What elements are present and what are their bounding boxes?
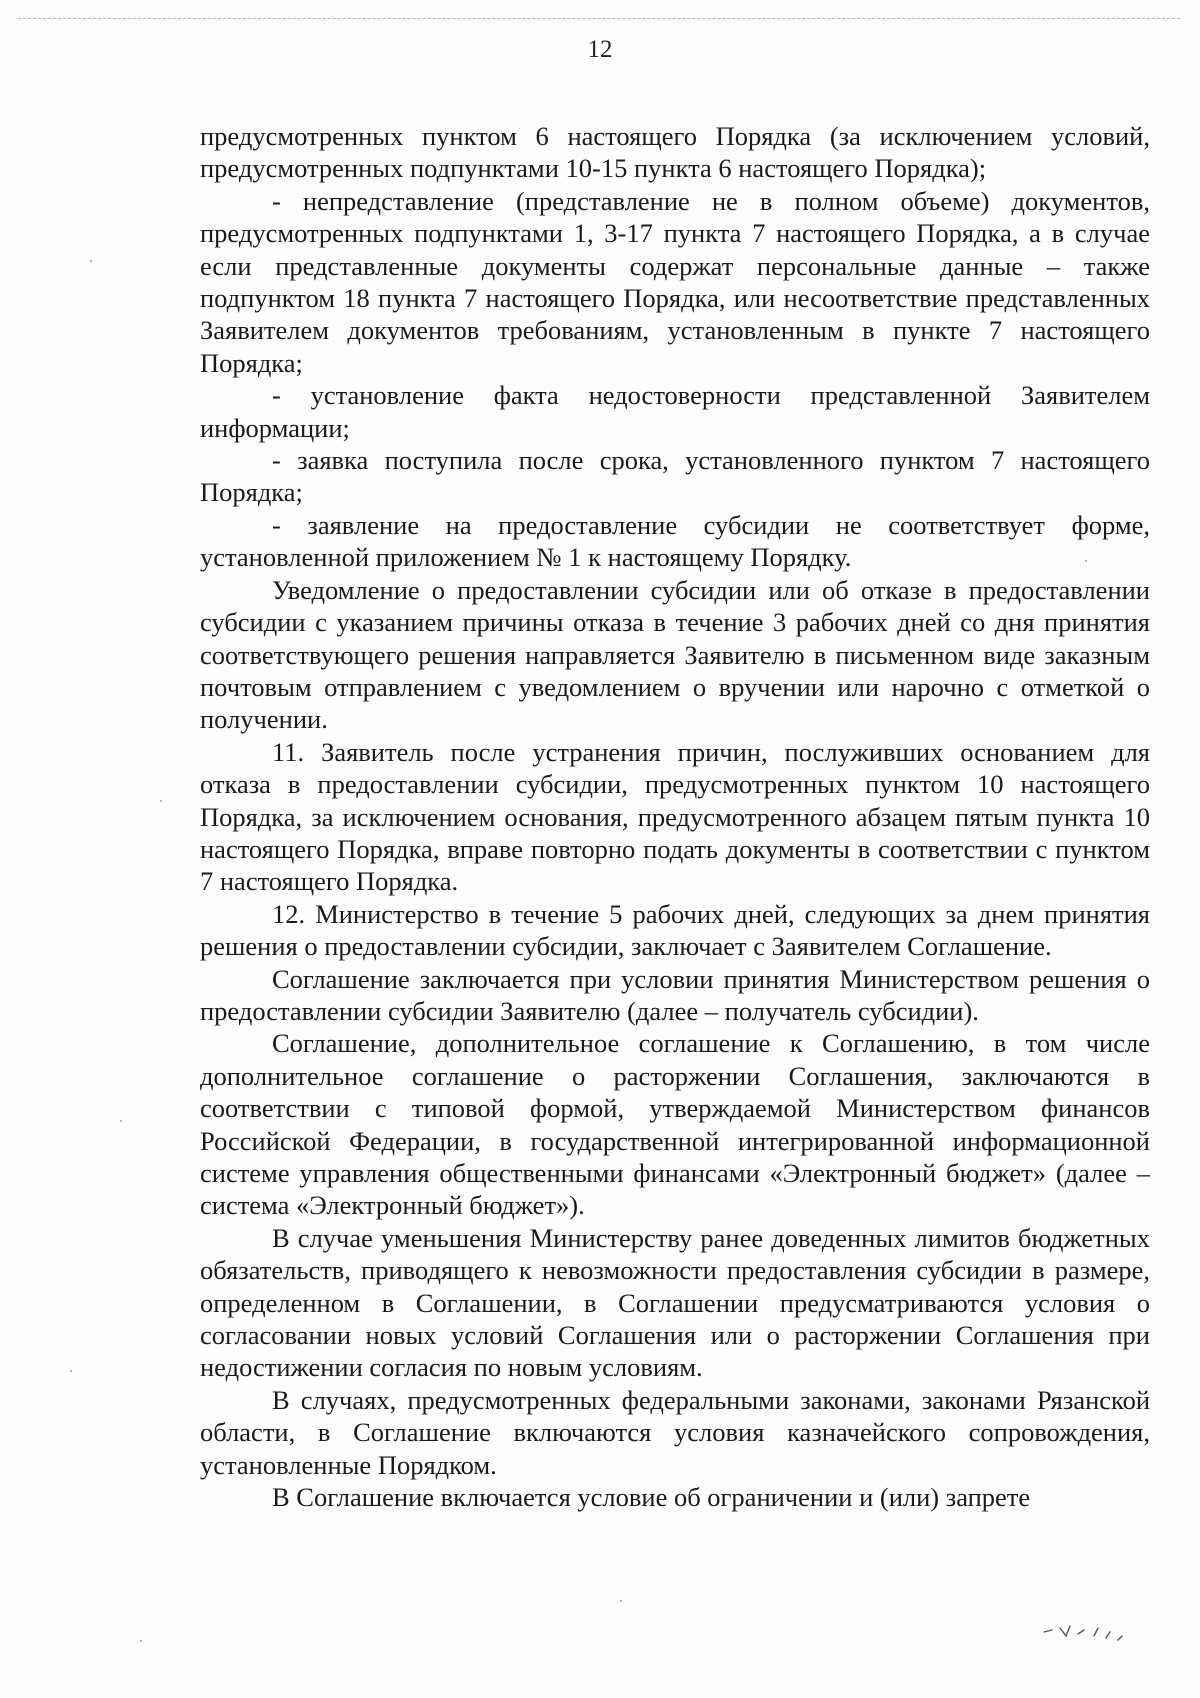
paragraph-notification: Уведомление о предоставлении субсидии или об отказе в предоставлении субсидии с указанием причины отказа в течение 3 рабочих дней со дня принятия соответствующего решения направляется Заявителю в письменном виде заказным почтовым отправлением с уведомлением о вручении или нарочно с отметкой о получении.: [200, 574, 1150, 735]
scan-speck: [70, 1370, 72, 1372]
page-number: 12: [587, 36, 613, 63]
document-body: [200, 120, 1150, 1513]
paragraph-restriction-condition: В Соглашение включается условие об ограничении и (или) запрете: [272, 1482, 1031, 1513]
paragraph-refusal-form-mismatch: - заявление на предоставление субсидии не соответствует форме, установленной приложением № 1 к настоящему Порядку.: [200, 509, 1150, 573]
paragraph-limits-reduction: В случае уменьшения Министерству ранее доведенных лимитов бюджетных обязательств, приводящего к невозможности предоставления субсидии в размере, определенном в Соглашении, в Соглашении предусматриваются условия о согласовании новых условий Соглашения или о расторжении Соглашения при недостижении согласия по новым условиям.: [200, 1222, 1150, 1383]
scan-speck: [140, 1640, 142, 1642]
scan-speck: [1085, 560, 1087, 562]
paragraph-agreement-form: Соглашение, дополнительное соглашение к Соглашению, в том числе дополнительное соглашение о расторжении Соглашения, заключаются в соответствии с типовой формой, утверждаемой Министерством финансов Российской Федерации, в государственной интегрированной информационной системе управления общественными финансами «Электронный бюджет» (далее – система «Электронный бюджет»).: [200, 1028, 1150, 1221]
paragraph-treasury-support: В случаях, предусмотренных федеральными законами, законами Рязанской области, в Соглашение включаются условия казначейского сопровождения, установленные Порядком.: [200, 1384, 1150, 1480]
paragraph-refusal-unreliable-info: - установление факта недостоверности представленной Заявителем информации;: [200, 380, 1150, 443]
scan-speck: [120, 1120, 122, 1122]
paragraph-refusal-documents: - непредставление (представление не в полном объеме) документов, предусмотренных подпунктами 1, 3-17 пункта 7 настоящего Порядка, а в случае если представленные документы содержат персональные данные – также подпунктом 18 пункта 7 настоящего Порядка, или несоответствие представленных Заявителем документов требованиям, установленным в пункте 7 настоящего Порядка;: [200, 185, 1150, 378]
paragraph-item-12: 12. Министерство в течение 5 рабочих дней, следующих за днем принятия решения о предоставлении субсидии, заключает с Заявителем Соглашение.: [200, 898, 1150, 962]
scan-speck: [160, 800, 162, 802]
paragraph-refusal-late-application: - заявка поступила после срока, установленного пунктом 7 настоящего Порядка;: [200, 445, 1150, 508]
paragraph-continuation: предусмотренных пунктом 6 настоящего Порядка (за исключением условий, предусмотренных подпунктами 10-15 пункта 6 настоящего Порядка);: [200, 121, 1150, 184]
scan-speck: [90, 260, 92, 262]
scan-speck: [620, 1600, 622, 1602]
paragraph-item-11: 11. Заявитель после устранения причин, послуживших основанием для отказа в предоставлении субсидии, предусмотренных пунктом 10 настоящего Порядка, за исключением основания, предусмотренного абзацем пятым пункта 10 настоящего Порядка, вправе повторно подать документы в соответствии с пунктом 7 настоящего Порядка.: [200, 736, 1150, 897]
scan-edge-line: [18, 18, 1180, 19]
handwritten-mark-icon: [1040, 1618, 1130, 1644]
paragraph-agreement-condition: Соглашение заключается при условии принятия Министерством решения о предоставлении субсидии Заявителю (далее – получатель субсидии).: [200, 963, 1150, 1026]
